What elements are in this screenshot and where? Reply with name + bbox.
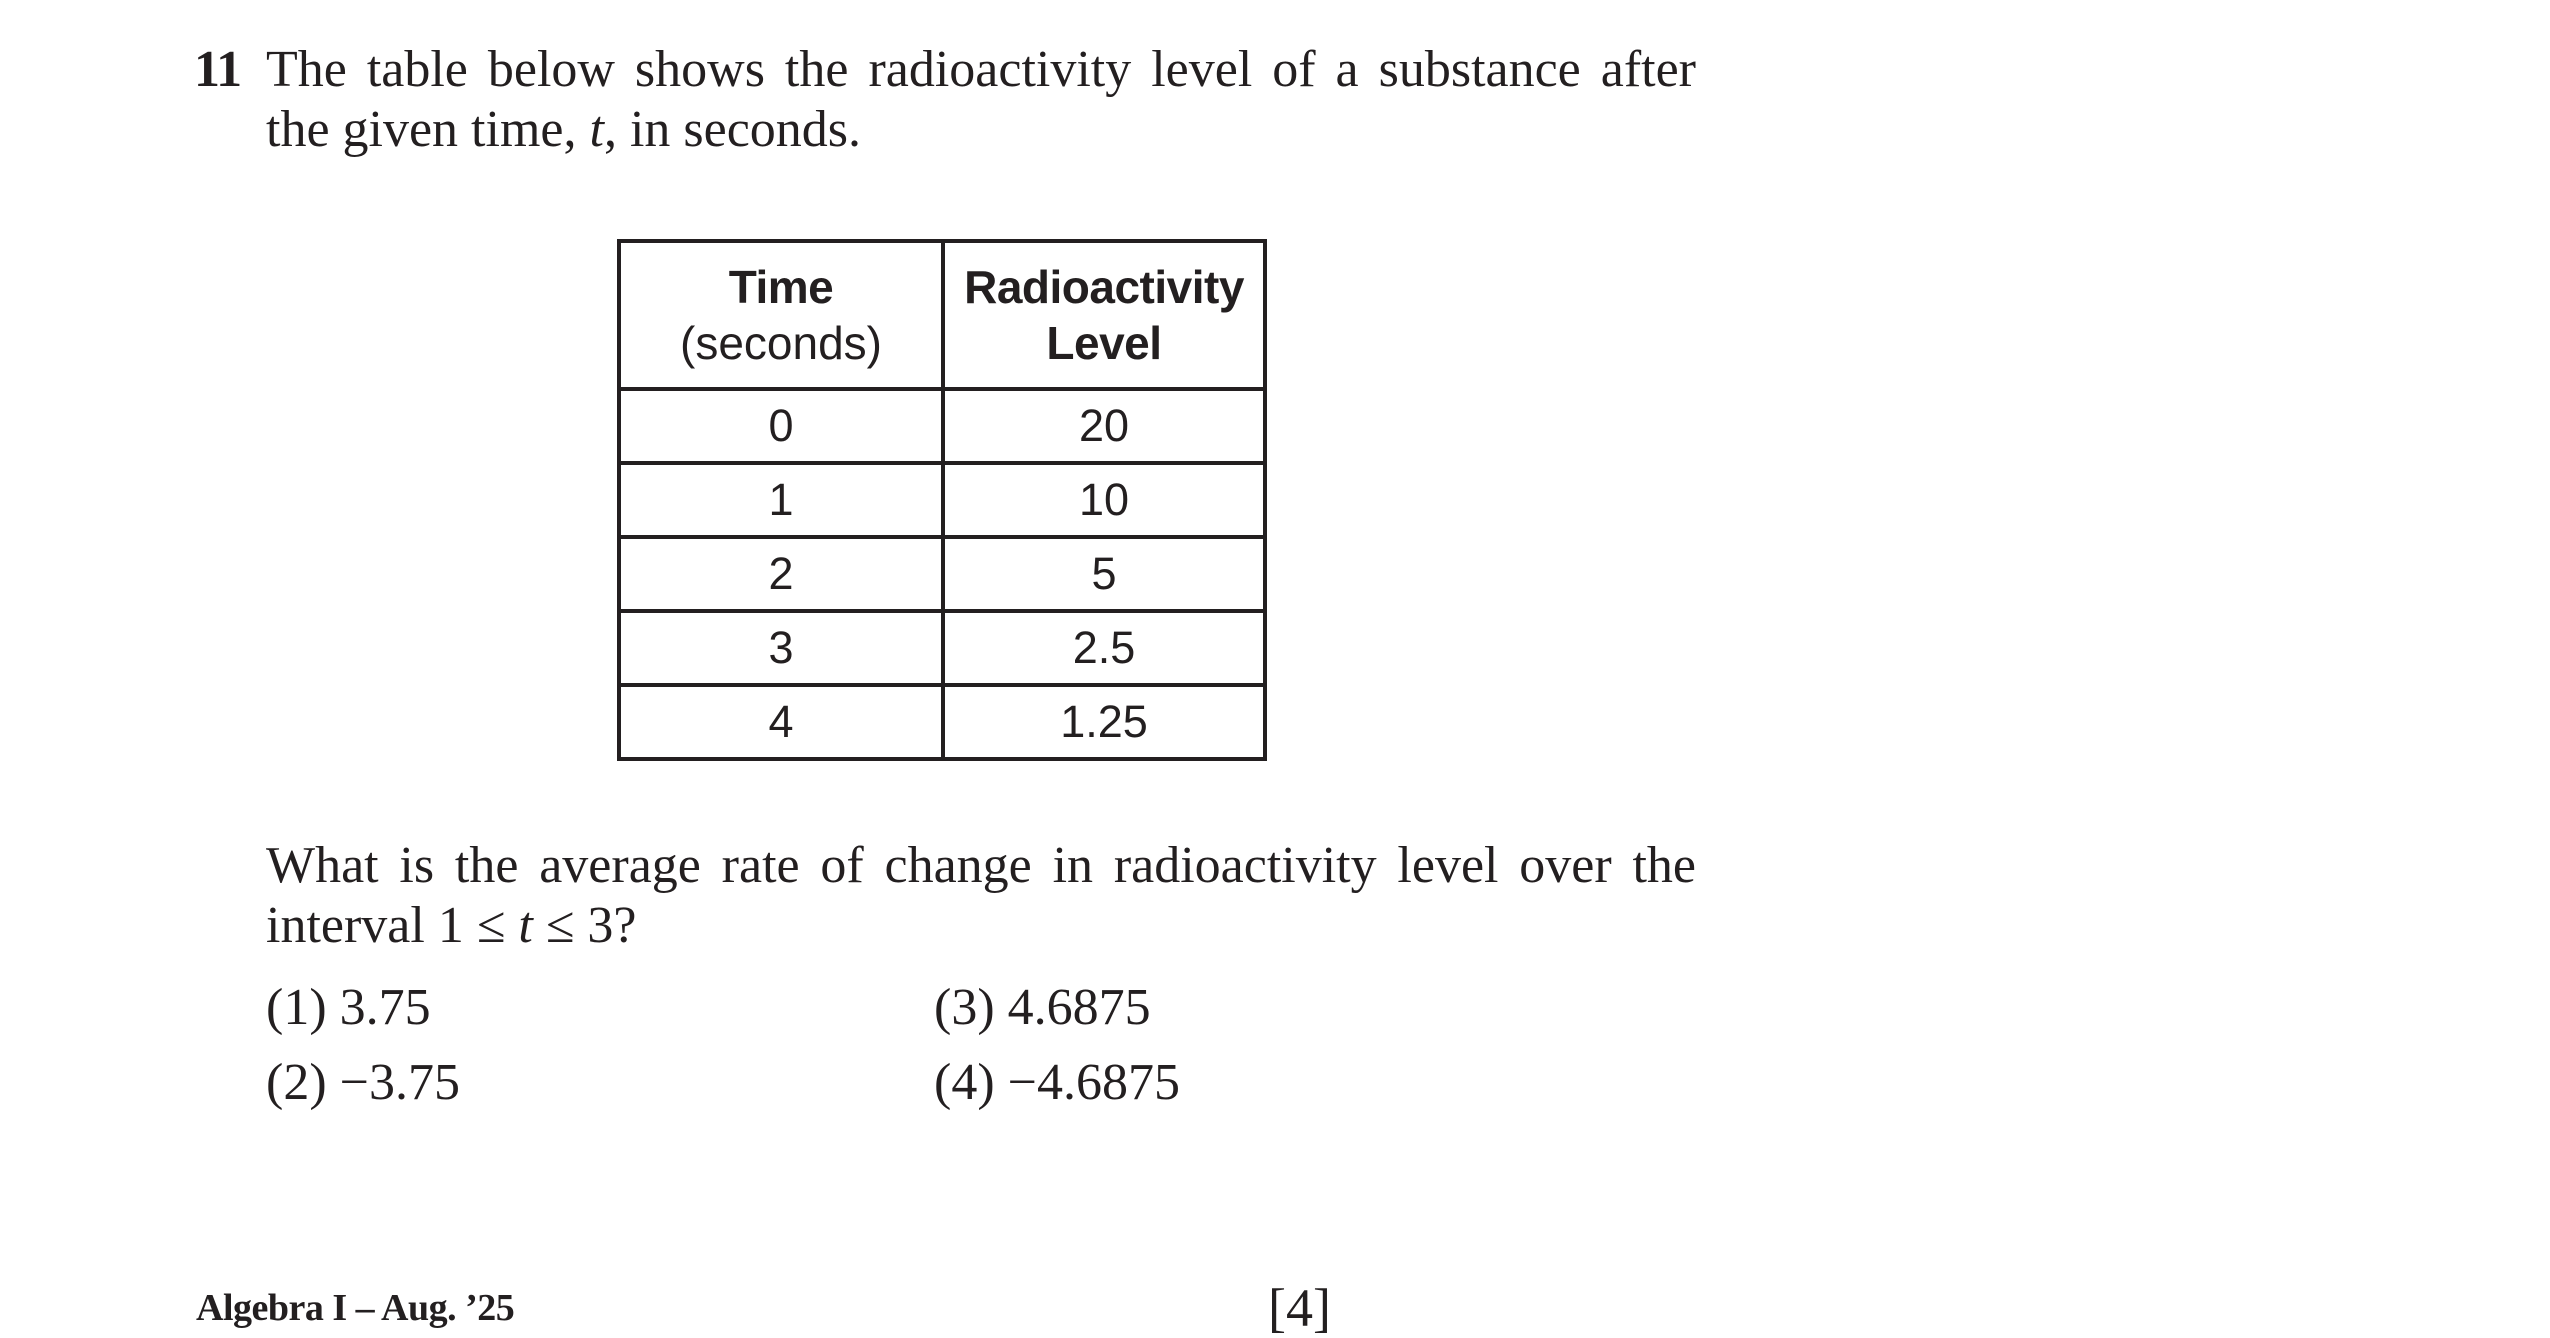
- choice-label: (1): [266, 979, 327, 1036]
- prompt-text: What is the average rate of change in radioactivity level over the interval 1 ≤: [266, 837, 1696, 954]
- prompt-text-end: ≤ 3?: [532, 897, 637, 954]
- choice-2[interactable]: [266, 1053, 460, 1113]
- header-level: [943, 241, 1265, 389]
- choice-label: (3): [934, 979, 995, 1036]
- table-row: [619, 611, 1265, 685]
- choice-value: −4.6875: [1007, 1054, 1180, 1111]
- choice-value: 4.6875: [1007, 979, 1151, 1036]
- page-number: [4]: [1268, 1278, 1331, 1338]
- cell-level: 2.5: [943, 611, 1265, 685]
- choice-label: (2): [266, 1054, 327, 1111]
- cell-level: 20: [943, 389, 1265, 463]
- stem-variable: t: [589, 101, 604, 158]
- table-header-row: [619, 241, 1265, 389]
- choice-label: (4): [934, 1054, 995, 1111]
- stem-text-end: , in seconds.: [603, 101, 862, 158]
- choice-3[interactable]: [934, 978, 1151, 1038]
- cell-time: 4: [619, 685, 943, 759]
- table-row: [619, 685, 1265, 759]
- cell-level: 10: [943, 463, 1265, 537]
- header-time-unit: (seconds): [680, 317, 882, 369]
- cell-time: 1: [619, 463, 943, 537]
- choice-value: −3.75: [339, 1054, 460, 1111]
- cell-time: 2: [619, 537, 943, 611]
- cell-time: 3: [619, 611, 943, 685]
- choice-value: 3.75: [339, 979, 431, 1036]
- cell-time: 0: [619, 389, 943, 463]
- header-time-label: Time: [728, 261, 834, 313]
- table-row: [619, 389, 1265, 463]
- header-level-label-2: Level: [1046, 317, 1162, 369]
- choice-4[interactable]: [934, 1053, 1180, 1113]
- radioactivity-table: [617, 239, 1267, 761]
- exam-title-footer: Algebra I – Aug. ’25: [196, 1287, 515, 1329]
- stem-text: The table below shows the radioactivity level of a substance after the given time,: [266, 41, 1696, 158]
- question-stem: [266, 40, 1696, 160]
- header-level-label: Radioactivity: [964, 261, 1244, 313]
- table-row: [619, 537, 1265, 611]
- question-prompt: [266, 836, 1696, 956]
- prompt-variable: t: [518, 897, 533, 954]
- cell-level: 1.25: [943, 685, 1265, 759]
- choice-1[interactable]: [266, 978, 431, 1038]
- cell-level: 5: [943, 537, 1265, 611]
- table-row: [619, 463, 1265, 537]
- question-number: 11: [194, 41, 242, 98]
- header-time: [619, 241, 943, 389]
